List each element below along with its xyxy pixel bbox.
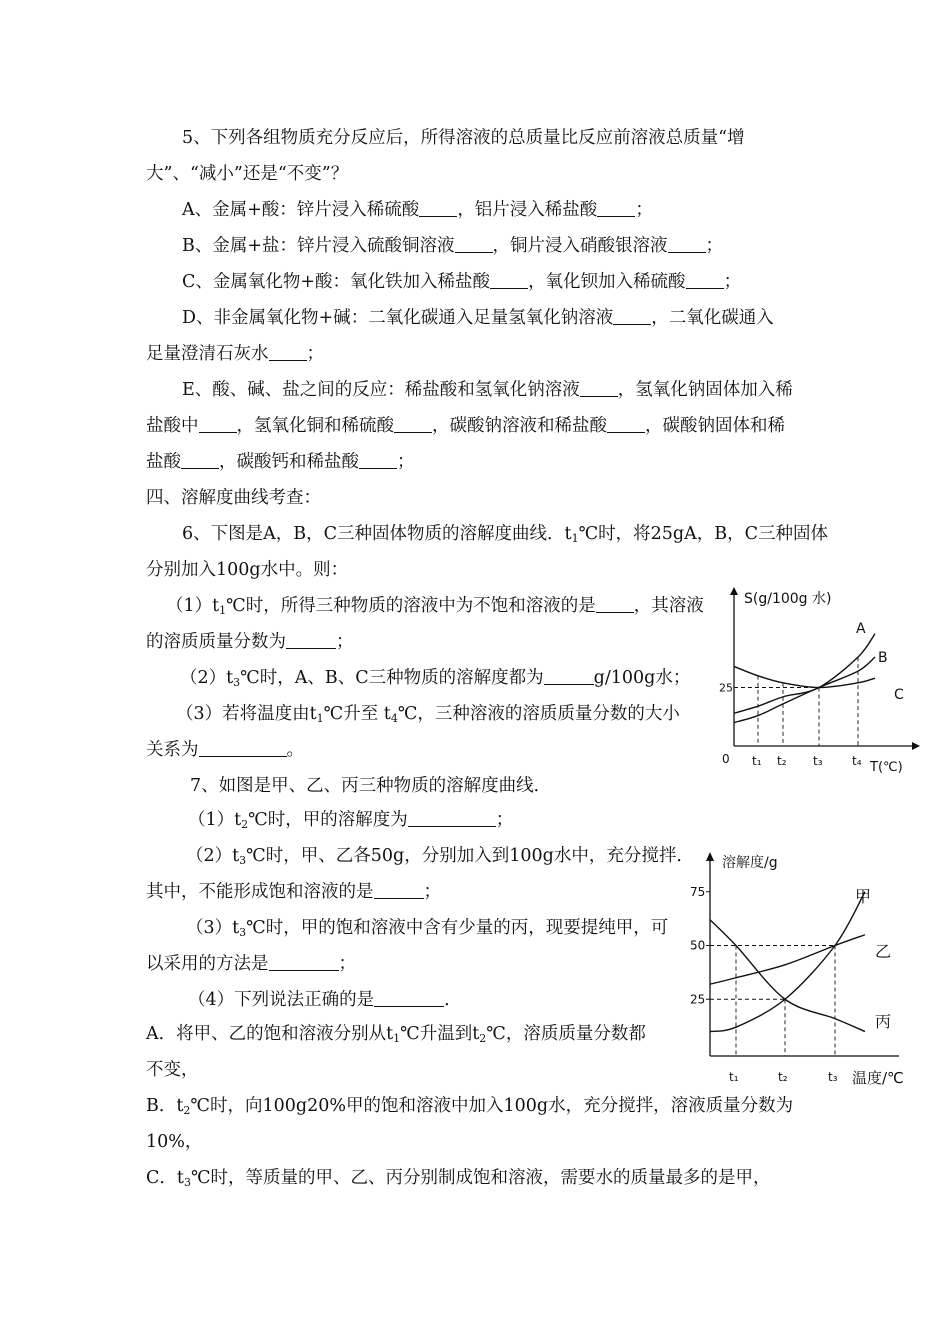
x-tick-label: t₁ xyxy=(752,754,762,768)
answer-blank[interactable] xyxy=(269,342,307,361)
x-tick-label: t₄ xyxy=(852,754,862,768)
y-axis-label: 溶解度/g xyxy=(722,855,778,871)
answer-blank[interactable] xyxy=(455,234,493,253)
q6-part1-line2: 的溶质质量分数为 ； xyxy=(146,632,354,652)
answer-blank[interactable] xyxy=(580,378,618,397)
answer-blank[interactable] xyxy=(490,270,528,289)
section-heading: 四、溶解度曲线考查： xyxy=(146,488,321,508)
x-tick-label: t₂ xyxy=(778,1070,788,1084)
y-tick-label: 25 xyxy=(690,992,706,1007)
x-tick-label: t₂ xyxy=(777,754,787,768)
series-curve-b xyxy=(734,657,875,723)
q7-option-b-line2: 10%， xyxy=(146,1132,203,1152)
answer-blank[interactable] xyxy=(596,594,634,613)
y-axis-arrow-icon xyxy=(730,587,738,595)
x-tick-label: t₁ xyxy=(729,1070,739,1084)
answer-blank[interactable] xyxy=(181,450,219,469)
q6-part3-line2: 关系为 。 xyxy=(146,740,304,760)
y-axis-arrow-icon xyxy=(706,852,714,861)
answer-blank[interactable] xyxy=(419,198,457,217)
q7-part1: $(1)t_2℃$时，甲的溶解度为 ； xyxy=(188,810,514,831)
answer-blank[interactable] xyxy=(613,306,651,325)
x-axis-arrow-icon xyxy=(912,742,920,750)
q6-stem-line1: 6、下图是A，B，C三种固体物质的溶解度曲线．$t_1℃$时，将25gA，B，C三种固体 xyxy=(182,524,828,545)
q7-part3-line1: $(3)t_3℃$时，甲的饱和溶液中含有少量的丙，现要提纯甲，可 xyxy=(186,918,669,939)
answer-blank[interactable] xyxy=(199,738,287,757)
series-label: A xyxy=(856,621,866,637)
answer-blank[interactable] xyxy=(544,666,594,685)
solubility-chart-abc xyxy=(712,585,922,775)
answer-blank[interactable] xyxy=(374,988,444,1007)
q7-stem: 7、如图是甲、乙、丙三种物质的溶解度曲线． xyxy=(190,776,552,796)
q5-option-b: B、金属+盐：锌片浸入硫酸铜溶液 ，铜片浸入硝酸银溶液 ； xyxy=(182,236,724,256)
q5-option-e-line2: 盐酸中 ，氢氧化铜和稀硫酸 ，碳酸钠溶液和稀盐酸 ，碳酸钠固体和稀 xyxy=(146,416,785,436)
answer-blank[interactable] xyxy=(686,270,724,289)
series-label: B xyxy=(878,650,888,666)
q5-option-d-line2: 足量澄清石灰水 ； xyxy=(146,344,324,364)
q7-option-a-line1: A．将甲、乙的饱和溶液分别从$t_1℃$升温到$t_2℃$，溶质质量分数都 xyxy=(146,1024,646,1045)
q5-option-a: A、金属+酸：锌片浸入稀硫酸 ，铝片浸入稀盐酸 ； xyxy=(182,200,653,220)
q7-part2-line1: $(2)t_3℃$时，甲、乙各50g，分别加入到100g水中，充分搅拌． xyxy=(186,846,694,867)
q7-part3-line2: 以采用的方法是 ； xyxy=(146,954,356,974)
answer-blank[interactable] xyxy=(394,414,432,433)
series-label: 乙 xyxy=(875,942,892,961)
q7-option-c: C．$t_3℃$时，等质量的甲、乙、丙分别制成饱和溶液，需要水的质量最多的是甲， xyxy=(146,1168,771,1189)
y-tick-label: 50 xyxy=(690,938,706,953)
q7-option-a-line2: 不变， xyxy=(146,1060,199,1080)
answer-blank[interactable] xyxy=(597,198,635,217)
series-curve xyxy=(710,892,865,1032)
series-label: C xyxy=(894,687,904,703)
q7-part2-line2: 其中，不能形成饱和溶液的是 ； xyxy=(146,882,441,902)
series-curve-c xyxy=(734,666,875,687)
q5-stem-line2: 大”、“减小”还是“不变”？ xyxy=(146,164,349,184)
q5-option-e-line1: E、酸、碱、盐之间的反应：稀盐酸和氢氧化钠溶液 ，氢氧化钠固体加入稀 xyxy=(182,380,793,400)
q7-option-b-line1: B．$t_2℃$时，向100g20%甲的饱和溶液中加入100g水，充分搅拌，溶液质量分数为 xyxy=(146,1096,794,1117)
answer-blank[interactable] xyxy=(408,808,496,827)
q5-option-e-line3: 盐酸 ，碳酸钙和稀盐酸 ； xyxy=(146,452,415,472)
answer-blank[interactable] xyxy=(286,630,336,649)
q6-stem-line2: 分别加入100g水中。则： xyxy=(146,560,349,580)
q5-option-d-line1: D、非金属氧化物+碱：二氧化碳通入足量氢氧化钠溶液 ，二氧化碳通入 xyxy=(182,308,774,328)
series-label: 丙 xyxy=(875,1012,892,1031)
q6-part2: $(2)t_3℃$时，A、B、C三种物质的溶解度都为 g/100g水； xyxy=(180,668,691,689)
answer-blank[interactable] xyxy=(607,414,645,433)
answer-blank[interactable] xyxy=(359,450,397,469)
q5-option-c: C、金属氧化物+酸：氧化铁加入稀盐酸 ，氧化钡加入稀硫酸 ； xyxy=(182,272,742,292)
q6-part3-line1: （3）若将温度由$t_1℃$升至 $t_4℃$，三种溶液的溶质质量分数的大小 xyxy=(176,704,680,725)
y-axis-label: S(g/100g 水) xyxy=(744,591,832,607)
solubility-chart-jia-yi-bing xyxy=(685,845,917,1095)
answer-blank[interactable] xyxy=(199,414,237,433)
answer-blank[interactable] xyxy=(374,880,424,899)
y-tick-label: 25 xyxy=(719,681,733,695)
x-axis-label: T(℃) xyxy=(870,760,903,775)
q6-part1-line1: $(1)t_1℃$时，所得三种物质的溶液中为不饱和溶液的是 ，其溶液 xyxy=(166,596,704,617)
q7-part4: （4）下列说法正确的是 ． xyxy=(188,990,462,1010)
answer-blank[interactable] xyxy=(668,234,706,253)
answer-blank[interactable] xyxy=(269,952,339,971)
x-axis-label: 温度/℃ xyxy=(852,1069,904,1087)
series-label: 甲 xyxy=(855,887,872,906)
origin-label: 0 xyxy=(722,752,730,766)
q5-stem-line1: 5、下列各组物质充分反应后，所得溶液的总质量比反应前溶液总质量“增 xyxy=(182,128,745,148)
x-tick-label: t₃ xyxy=(813,754,823,768)
y-tick-label: 75 xyxy=(690,884,706,899)
x-tick-label: t₃ xyxy=(828,1070,838,1084)
